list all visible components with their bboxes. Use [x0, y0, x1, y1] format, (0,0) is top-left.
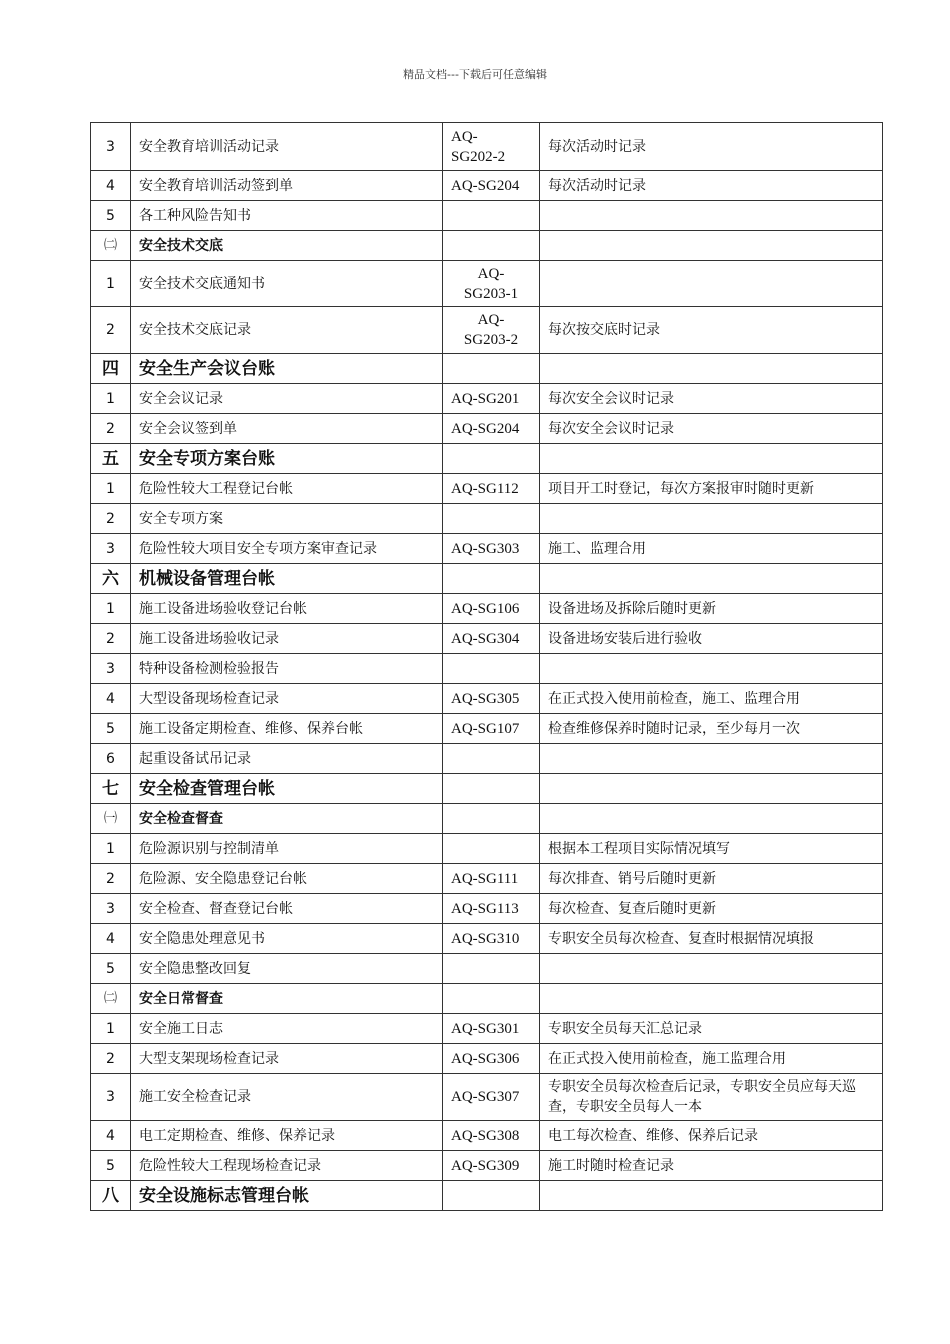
subsection-row: [91, 804, 883, 834]
row-title: 安全教育培训活动记录: [131, 123, 443, 171]
table-row: [91, 1121, 883, 1151]
table-row: [91, 834, 883, 864]
row-form-code: AQ-SG204: [443, 171, 540, 201]
row-title: 起重设备试吊记录: [131, 744, 443, 774]
row-remark: 在正式投入使用前检查，施工监理合用: [540, 1044, 883, 1074]
row-number: 5: [91, 201, 131, 231]
row-title: 安全检查管理台帐: [131, 774, 443, 804]
row-title: 安全检查、督查登记台帐: [131, 894, 443, 924]
row-remark: 电工每次检查、维修、保养后记录: [540, 1121, 883, 1151]
row-number: 3: [91, 894, 131, 924]
row-number: 2: [91, 624, 131, 654]
row-title: 安全专项方案台账: [131, 444, 443, 474]
row-title: 安全检查督查: [131, 804, 443, 834]
table-row: [91, 384, 883, 414]
table-row: [91, 1014, 883, 1044]
row-remark: [540, 804, 883, 834]
row-remark: [540, 954, 883, 984]
row-number: 五: [91, 444, 131, 474]
row-remark: 每次安全会议时记录: [540, 414, 883, 444]
row-form-code: [443, 804, 540, 834]
row-remark: [540, 444, 883, 474]
row-number: 5: [91, 714, 131, 744]
row-remark: [540, 564, 883, 594]
row-form-code: [443, 1181, 540, 1211]
row-number: 5: [91, 1151, 131, 1181]
row-remark: 项目开工时登记，每次方案报审时随时更新: [540, 474, 883, 504]
row-form-code: AQ- SG203-1: [443, 261, 540, 307]
row-title: 安全技术交底通知书: [131, 261, 443, 307]
row-form-code: AQ-SG310: [443, 924, 540, 954]
table-row: [91, 1151, 883, 1181]
row-form-code: AQ-SG301: [443, 1014, 540, 1044]
row-title: 危险源、安全隐患登记台帐: [131, 864, 443, 894]
row-form-code: [443, 201, 540, 231]
row-remark: 每次活动时记录: [540, 123, 883, 171]
row-remark: 每次检查、复查后随时更新: [540, 894, 883, 924]
row-remark: 专职安全员每天汇总记录: [540, 1014, 883, 1044]
row-form-code: AQ-SG112: [443, 474, 540, 504]
table-row: [91, 684, 883, 714]
row-title: 特种设备检测检验报告: [131, 654, 443, 684]
row-form-code: AQ-SG111: [443, 864, 540, 894]
row-number: 1: [91, 1014, 131, 1044]
row-form-code: [443, 834, 540, 864]
row-form-code: AQ-SG306: [443, 1044, 540, 1074]
row-remark: 在正式投入使用前检查，施工、监理合用: [540, 684, 883, 714]
row-number: 3: [91, 1074, 131, 1121]
row-remark: 每次按交底时记录: [540, 307, 883, 354]
row-remark: 设备进场安装后进行验收: [540, 624, 883, 654]
row-form-code: [443, 564, 540, 594]
table-row: [91, 307, 883, 354]
row-form-code: [443, 444, 540, 474]
row-title: 安全会议记录: [131, 384, 443, 414]
row-form-code: AQ-SG107: [443, 714, 540, 744]
table-row: [91, 261, 883, 307]
row-number: ㈡: [91, 984, 131, 1014]
row-number: 2: [91, 414, 131, 444]
table-row: [91, 714, 883, 744]
row-title: 安全教育培训活动签到单: [131, 171, 443, 201]
row-form-code: AQ-SG309: [443, 1151, 540, 1181]
table-row: [91, 924, 883, 954]
table-row: [91, 864, 883, 894]
row-remark: [540, 984, 883, 1014]
ledger-table: [90, 122, 883, 1211]
table-row: [91, 504, 883, 534]
table-row: [91, 123, 883, 171]
row-number: 八: [91, 1181, 131, 1211]
row-title: 施工设备定期检查、维修、保养台帐: [131, 714, 443, 744]
row-number: 2: [91, 307, 131, 354]
row-remark: 检查维修保养时随时记录，至少每月一次: [540, 714, 883, 744]
table-row: [91, 594, 883, 624]
row-remark: [540, 201, 883, 231]
row-number: 2: [91, 504, 131, 534]
row-form-code: AQ-SG201: [443, 384, 540, 414]
row-number: 5: [91, 954, 131, 984]
page-header: 精品文档---下载后可任意编辑: [403, 68, 547, 81]
row-title: 施工设备进场验收登记台帐: [131, 594, 443, 624]
row-remark: [540, 654, 883, 684]
row-remark: 专职安全员每次检查后记录，专职安全员应每天巡查，专职安全员每人一本: [540, 1074, 883, 1121]
row-remark: [540, 744, 883, 774]
table-row: [91, 744, 883, 774]
table-row: [91, 534, 883, 564]
subsection-row: [91, 231, 883, 261]
row-title: 安全隐患整改回复: [131, 954, 443, 984]
section-row: [91, 354, 883, 384]
table-row: [91, 201, 883, 231]
row-form-code: [443, 774, 540, 804]
row-remark: [540, 231, 883, 261]
table-row: [91, 414, 883, 444]
row-number: 1: [91, 594, 131, 624]
table-row: [91, 474, 883, 504]
row-title: 各工种风险告知书: [131, 201, 443, 231]
row-form-code: AQ-SG106: [443, 594, 540, 624]
row-number: 3: [91, 123, 131, 171]
row-title: 安全生产会议台账: [131, 354, 443, 384]
row-number: 4: [91, 1121, 131, 1151]
row-form-code: [443, 984, 540, 1014]
table-row: [91, 954, 883, 984]
row-form-code: [443, 954, 540, 984]
row-title: 电工定期检查、维修、保养记录: [131, 1121, 443, 1151]
row-number: 2: [91, 1044, 131, 1074]
row-number: 4: [91, 924, 131, 954]
section-row: [91, 564, 883, 594]
table-row: [91, 654, 883, 684]
row-title: 机械设备管理台帐: [131, 564, 443, 594]
row-title: 安全专项方案: [131, 504, 443, 534]
row-title: 安全日常督查: [131, 984, 443, 1014]
table-row: [91, 624, 883, 654]
row-title: 危险性较大工程登记台帐: [131, 474, 443, 504]
table-row: [91, 1074, 883, 1121]
row-title: 安全施工日志: [131, 1014, 443, 1044]
row-number: 1: [91, 261, 131, 307]
row-form-code: AQ-SG204: [443, 414, 540, 444]
row-title: 安全技术交底记录: [131, 307, 443, 354]
table-row: [91, 171, 883, 201]
row-number: 1: [91, 834, 131, 864]
row-remark: [540, 354, 883, 384]
row-number: 七: [91, 774, 131, 804]
row-remark: 施工、监理合用: [540, 534, 883, 564]
row-remark: 每次安全会议时记录: [540, 384, 883, 414]
row-title: 大型支架现场检查记录: [131, 1044, 443, 1074]
row-remark: 专职安全员每次检查、复查时根据情况填报: [540, 924, 883, 954]
row-number: ㈡: [91, 231, 131, 261]
table-row: [91, 1044, 883, 1074]
row-remark: [540, 504, 883, 534]
row-number: ㈠: [91, 804, 131, 834]
ledger-table-body: [91, 123, 883, 1211]
section-row: [91, 774, 883, 804]
row-number: 四: [91, 354, 131, 384]
row-form-code: [443, 231, 540, 261]
row-form-code: AQ- SG203-2: [443, 307, 540, 354]
row-number: 1: [91, 474, 131, 504]
row-form-code: AQ- SG202-2: [443, 123, 540, 171]
row-form-code: [443, 354, 540, 384]
row-number: 1: [91, 384, 131, 414]
row-number: 6: [91, 744, 131, 774]
row-title: 安全隐患处理意见书: [131, 924, 443, 954]
row-number: 4: [91, 684, 131, 714]
row-title: 安全设施标志管理台帐: [131, 1181, 443, 1211]
row-title: 危险源识别与控制清单: [131, 834, 443, 864]
row-number: 3: [91, 654, 131, 684]
row-remark: 根据本工程项目实际情况填写: [540, 834, 883, 864]
row-form-code: AQ-SG303: [443, 534, 540, 564]
row-number: 六: [91, 564, 131, 594]
row-remark: 每次活动时记录: [540, 171, 883, 201]
row-remark: [540, 1181, 883, 1211]
row-number: 2: [91, 864, 131, 894]
row-form-code: AQ-SG304: [443, 624, 540, 654]
row-title: 危险性较大项目安全专项方案审查记录: [131, 534, 443, 564]
row-title: 施工安全检查记录: [131, 1074, 443, 1121]
row-number: 4: [91, 171, 131, 201]
row-number: 3: [91, 534, 131, 564]
table-row: [91, 894, 883, 924]
row-title: 施工设备进场验收记录: [131, 624, 443, 654]
row-form-code: [443, 744, 540, 774]
row-form-code: AQ-SG305: [443, 684, 540, 714]
row-remark: 每次排查、销号后随时更新: [540, 864, 883, 894]
row-title: 安全会议签到单: [131, 414, 443, 444]
row-form-code: [443, 504, 540, 534]
row-form-code: AQ-SG308: [443, 1121, 540, 1151]
row-form-code: AQ-SG113: [443, 894, 540, 924]
row-remark: 施工时随时检查记录: [540, 1151, 883, 1181]
row-title: 安全技术交底: [131, 231, 443, 261]
row-form-code: [443, 654, 540, 684]
subsection-row: [91, 984, 883, 1014]
row-form-code: AQ-SG307: [443, 1074, 540, 1121]
row-title: 大型设备现场检查记录: [131, 684, 443, 714]
row-remark: 设备进场及拆除后随时更新: [540, 594, 883, 624]
row-remark: [540, 261, 883, 307]
section-row: [91, 444, 883, 474]
row-remark: [540, 774, 883, 804]
row-title: 危险性较大工程现场检查记录: [131, 1151, 443, 1181]
section-row: [91, 1181, 883, 1211]
